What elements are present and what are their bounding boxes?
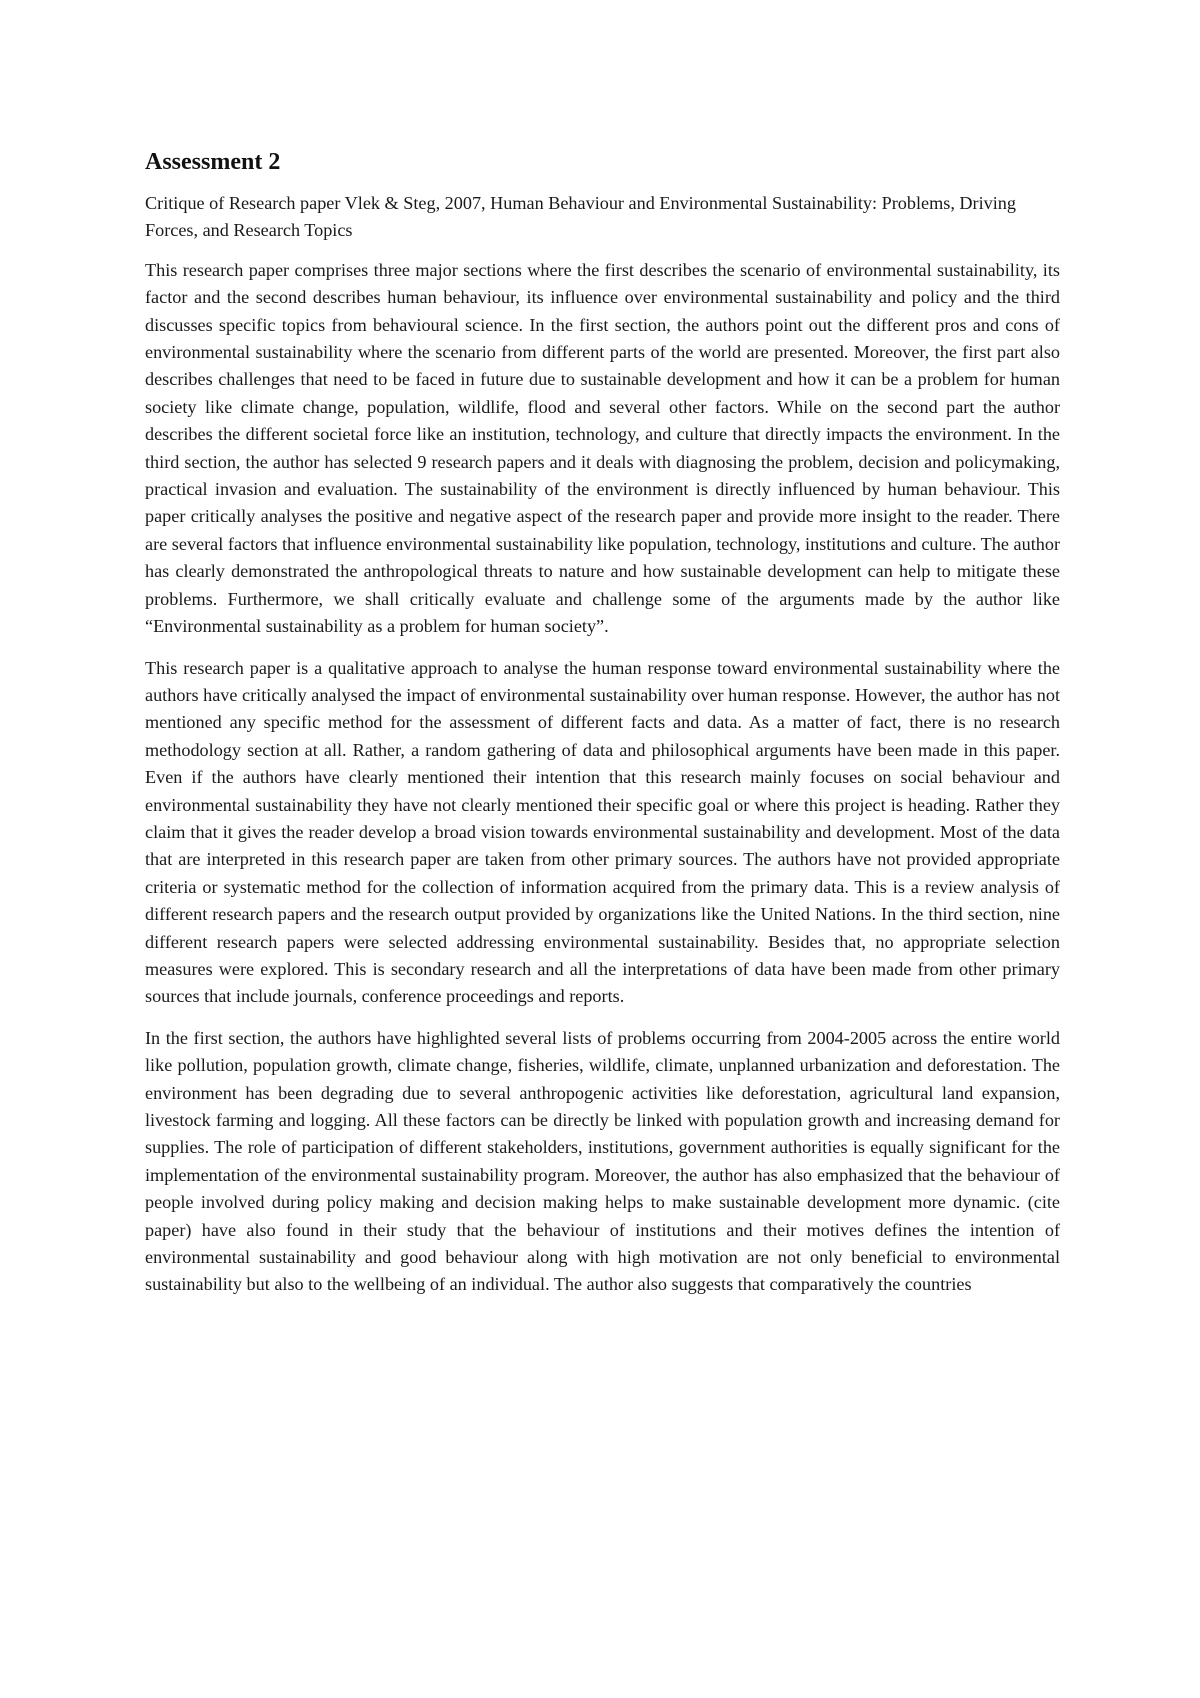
- document-body: [145, 146, 1060, 1313]
- paragraph-2: This research paper is a qualitative approach to analyse the human response toward environmental sustainability where the authors have critically analysed the impact of environmental sustainability over human response. However, the author has not mentioned any specific method for the assessment of different facts and data. As a matter of fact, there is no research methodology section at all. Rather, a random gathering of data and philosophical arguments have been made in this paper. Even if the authors have clearly mentioned their intention that this research mainly focuses on social behaviour and environmental sustainability they have not clearly mentioned their specific goal or where this project is heading. Rather they claim that it gives the reader develop a broad vision towards environmental sustainability and development. Most of the data that are interpreted in this research paper are taken from other primary sources. The authors have not provided appropriate criteria or systematic method for the collection of information acquired from the primary data. This is a review analysis of different research papers and the research output provided by organizations like the United Nations. In the third section, nine different research papers were selected addressing environmental sustainability. Besides that, no appropriate selection measures were explored. This is secondary research and all the interpretations of data have been made from other primary sources that include journals, conference proceedings and reports.: [145, 657, 1060, 1007]
- document-title: Assessment 2: [145, 149, 281, 175]
- paragraph-3: In the first section, the authors have highlighted several lists of problems occurring from 2004-2005 across the entire world like pollution, population growth, climate change, fisheries, wildlife, climate, unplanned urbanization and deforestation. The environment has been degrading due to several anthropogenic activities like deforestation, agricultural land expansion, livestock farming and logging. All these factors can be directly be linked with population growth and increasing demand for supplies. The role of participation of different stakeholders, institutions, government authorities is equally significant for the implementation of the environmental sustainability program. Moreover, the author has also emphasized that the behaviour of people involved during policy making and decision making helps to make sustainable development more dynamic. (cite paper) have also found in their study that the behaviour of institutions and their motives defines the intention of environmental sustainability and good behaviour along with high motivation are not only beneficial to environmental sustainability but also to the wellbeing of an individual. The author also suggests that comparatively the countries: [145, 1027, 1060, 1295]
- document-subtitle: Critique of Research paper Vlek & Steg, 2007, Human Behaviour and Environmental Sustainability: Problems, Driving Forces, and Research Topics: [145, 193, 1016, 241]
- paragraph-1: This research paper comprises three major sections where the first describes the scenario of environmental sustainability, its factor and the second describes human behaviour, its influence over environmental sustainability and policy and the third discusses specific topics from behavioural science. In the first section, the authors point out the different pros and cons of environmental sustainability where the scenario from different parts of the world are presented. Moreover, the first part also describes challenges that need to be faced in future due to sustainable development and how it can be a problem for human society like climate change, population, wildlife, flood and several other factors. While on the second part the author describes the different societal force like an institution, technology, and culture that directly impacts the environment. In the third section, the author has selected 9 research papers and it deals with diagnosing the problem, decision and policymaking, practical invasion and evaluation. The sustainability of the environment is directly influenced by human behaviour. This paper critically analyses the positive and negative aspect of the research paper and provide more insight to the reader. There are several factors that influence environmental sustainability like population, technology, institutions and culture. The author has clearly demonstrated the anthropological threats to nature and how sustainable development can help to mitigate these problems. Furthermore, we shall critically evaluate and challenge some of the arguments made by the author like “Environmental sustainability as a problem for human society”.: [145, 259, 1060, 637]
